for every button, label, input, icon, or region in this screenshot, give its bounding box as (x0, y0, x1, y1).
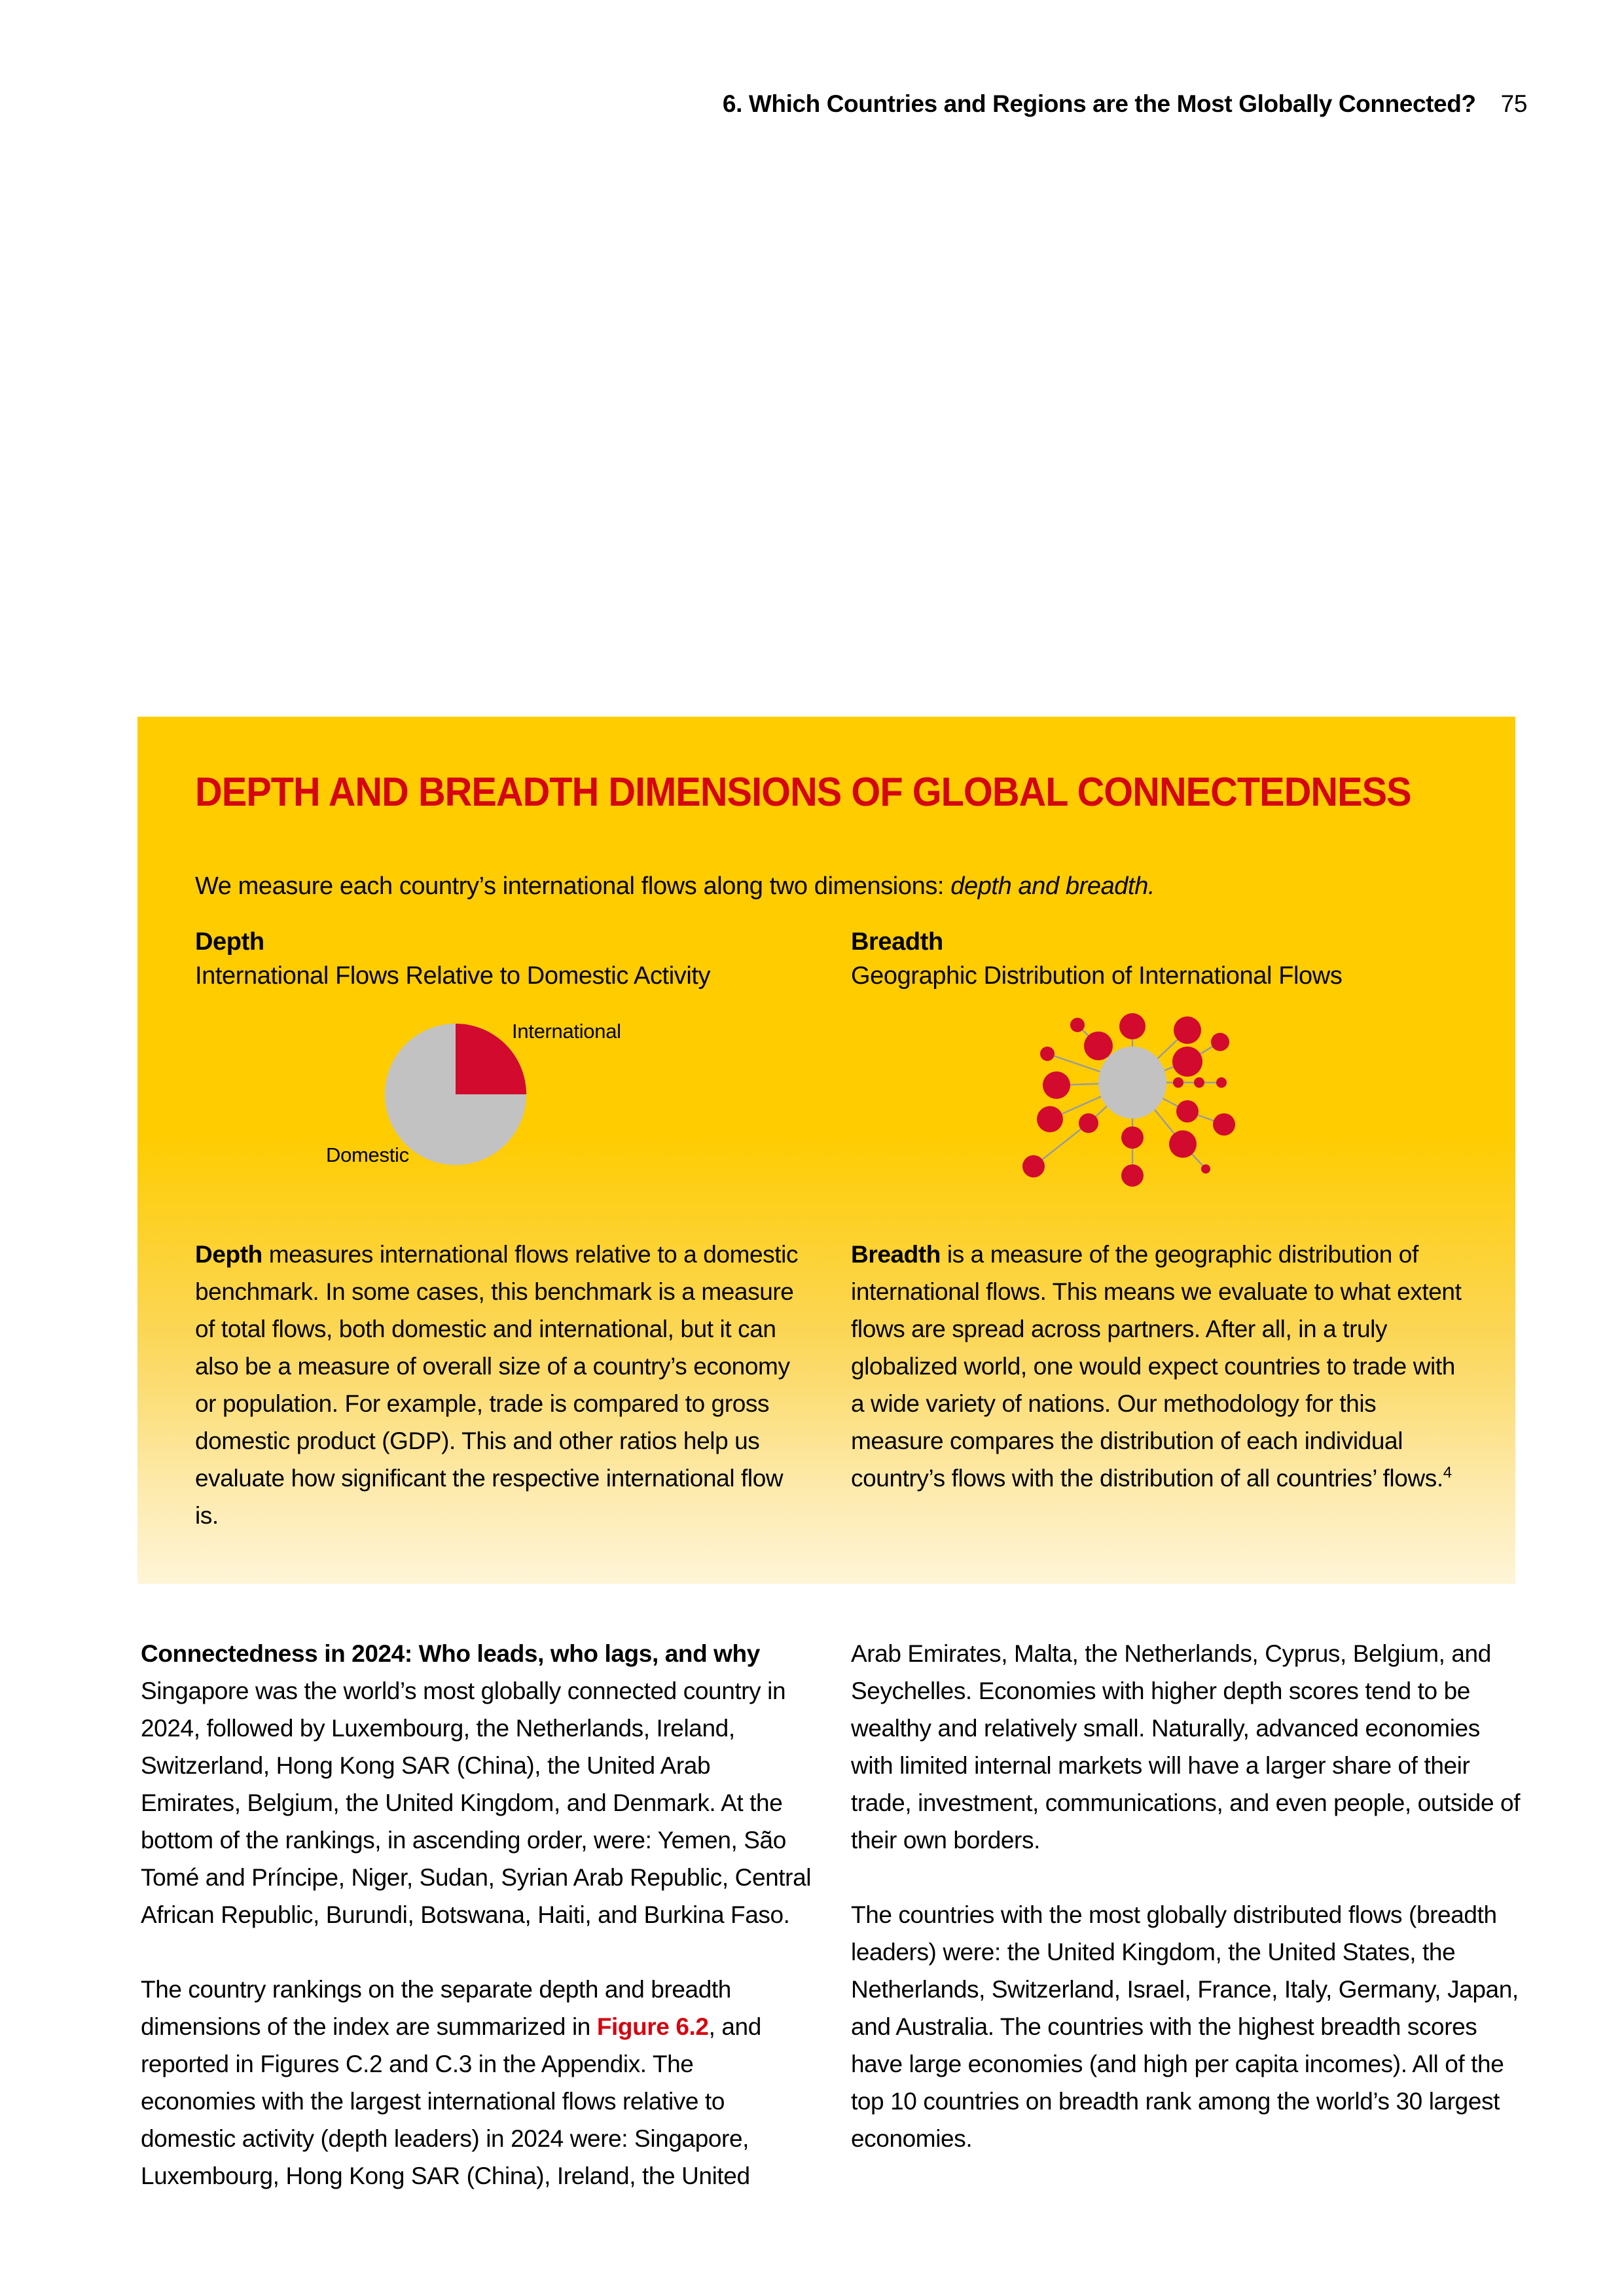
network-node (1194, 1077, 1204, 1088)
intro-emphasis: depth and breadth. (950, 872, 1155, 900)
breadth-sublabel: Geographic Distribution of International Flows (851, 962, 1343, 990)
network-node (1172, 1047, 1202, 1077)
figure-6-2-reference[interactable]: Figure 6.2 (596, 2013, 709, 2040)
breadth-paragraph-lead: Breadth (851, 1241, 941, 1268)
depth-label: Depth (195, 928, 264, 956)
pie-label-international: International (512, 1020, 621, 1043)
network-node (1022, 1155, 1045, 1177)
infobox-title: DEPTH AND BREADTH DIMENSIONS OF GLOBAL CONNECTEDNESS (195, 770, 1411, 815)
depth-breadth-infobox (137, 717, 1515, 1584)
network-node (1070, 1018, 1085, 1032)
network-node (1169, 1130, 1197, 1158)
network-node (1213, 1113, 1235, 1136)
network-hub-node (1098, 1047, 1166, 1119)
depth-paragraph (195, 1236, 810, 1534)
depth-pie-chart (195, 978, 802, 1237)
breadth-paragraph (851, 1236, 1466, 1497)
running-header (141, 90, 1527, 118)
network-node (1176, 1100, 1199, 1122)
body-paragraph-2 (141, 1971, 812, 2195)
network-node (1119, 1013, 1146, 1039)
network-node (1216, 1077, 1227, 1088)
network-graphic (1011, 1003, 1247, 1198)
depth-sublabel: International Flows Relative to Domestic Activity (195, 962, 711, 990)
body-paragraph-1-text: Singapore was the world’s most globally connected country in 2024, followed by Luxembourg, the Netherlands, Ireland, Switzerland, Hong Kong SAR (China), the United Arab Emirates, Belgium, the United Kingdom, and Denmark. At the bottom of the rankings, in ascending order, were: Yemen, São Tomé and Príncipe, Niger, Sudan, Syrian Arab Republic, Central African Republic, Burundi, Botswana, Haiti, and Burkina Faso. (141, 1677, 812, 1928)
network-node (1040, 1047, 1055, 1061)
network-node (1174, 1016, 1201, 1044)
network-node (1079, 1113, 1098, 1133)
body-paragraph-4: The countries with the most globally distributed flows (breadth leaders) were: the United Kingdom, the United States, the Netherlands, Switzerland, Israel, France, Italy, Germany, Japan, and Australia. The countries with the highest breadth scores have large economies (and high per capita incomes). All of the top 10 countries on breadth rank among the world’s 30 largest economies. (851, 1901, 1519, 2152)
depth-paragraph-body: measures international flows relative to a domestic benchmark. In some cases, this benchmark is a measure of total flows, both domestic and international, but it can also be a measure of overall size of a country’s economy or population. For example, trade is compared to gross domestic product (GDP). This and other ratios help us evaluate how significant the respective international flow is. (195, 1241, 799, 1529)
breadth-network-diagram (851, 978, 1458, 1237)
body-paragraph-1 (141, 1635, 812, 1933)
body-column-left (141, 1635, 812, 2195)
chapter-title: 6. Which Countries and Regions are the Most Globally Connected? (722, 90, 1476, 117)
network-node (1043, 1071, 1070, 1099)
body-heading: Connectedness in 2024: Who leads, who lags, and why (141, 1640, 760, 1667)
network-node (1121, 1126, 1144, 1149)
pie-label-domestic: Domestic (326, 1143, 409, 1166)
network-node (1084, 1031, 1113, 1060)
network-node (1173, 1077, 1183, 1088)
body-column-right (851, 1635, 1522, 2157)
page-number: 75 (1500, 90, 1527, 117)
network-node (1211, 1033, 1229, 1051)
infobox-intro (195, 872, 1155, 901)
network-node (1037, 1106, 1063, 1132)
footnote-marker[interactable]: 4 (1443, 1463, 1452, 1482)
intro-text: We measure each country’s international flows along two dimensions: (195, 872, 951, 900)
pie-slice-international (456, 1024, 526, 1094)
depth-paragraph-lead: Depth (195, 1241, 262, 1268)
network-node (1201, 1164, 1210, 1174)
body-paragraph-2-before: The country rankings on the separate depth and breadth dimensions of the index are summarized in (141, 1976, 731, 2040)
breadth-label: Breadth (851, 928, 943, 956)
breadth-paragraph-body: is a measure of the geographic distribution of international flows. This means we evaluate to what extent flows are spread across partners. After all, in a truly globalized world, one would expect countries to trade with a wide variety of nations. Our methodology for this measure compares the distribution of each individual country’s flows with the distribution of all countries’ flows. (851, 1241, 1462, 1492)
network-node (1121, 1164, 1144, 1187)
body-paragraph-3: Arab Emirates, Malta, the Netherlands, Cyprus, Belgium, and Seychelles. Economies with higher depth scores tend to be wealthy and relatively small. Naturally, advanced economies with limited internal markets will have a larger share of their trade, investment, communications, and even people, outside of their own borders. (851, 1640, 1521, 1854)
body-paragraph-2-after: , and reported in Figures C.2 and C.3 in the Appendix. The economies with the largest international flows relative to domestic activity (depth leaders) in 2024 were: Singapore, Luxembourg, Hong Kong SAR (China), Ireland, the United (141, 2013, 761, 2189)
